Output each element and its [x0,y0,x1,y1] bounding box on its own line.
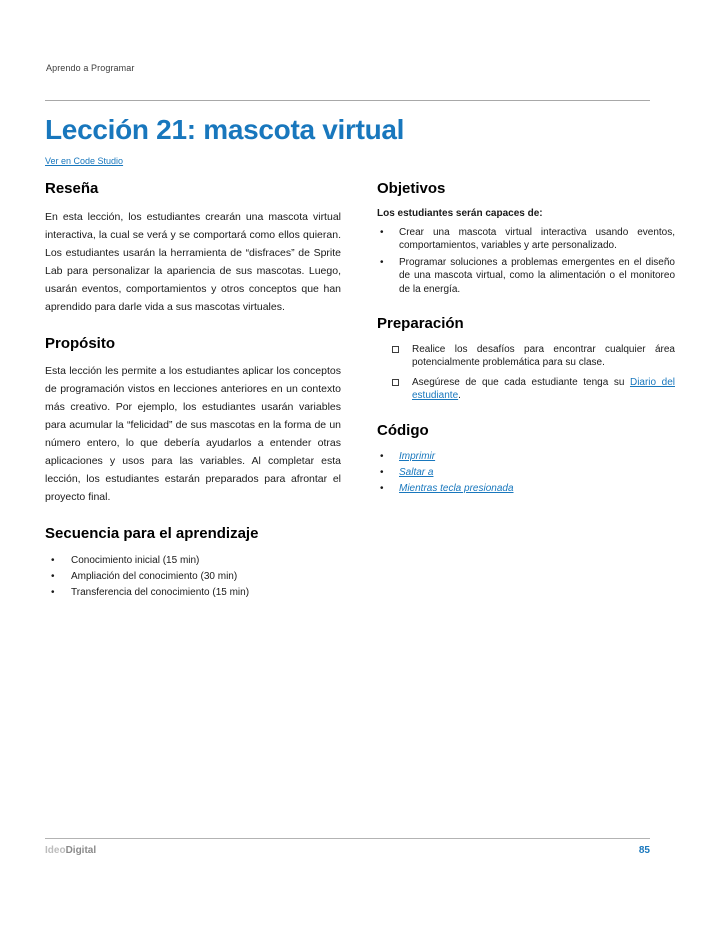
list-item [377,481,675,497]
right-column [377,181,675,601]
diario-estudiante-link[interactable]: Diario del estudiante [412,376,675,401]
proposito-heading: Propósito [45,334,115,352]
objetivo-item-label: Programar soluciones a problemas emergentes en el diseño de una mascota virtual, como la alimentación o el monitoreo de la energía. [399,256,675,295]
code-studio-link[interactable]: Ver en Code Studio [45,156,124,166]
list-item [45,585,341,601]
list-item [377,465,675,481]
brand-logo [45,845,96,856]
square-bullet-icon [392,376,412,386]
secuencia-item-label: Transferencia del conocimiento (15 min) [71,586,250,598]
left-column [45,181,341,601]
objetivos-heading: Objetivos [377,180,446,197]
list-item [377,226,675,253]
list-item [377,256,675,297]
codigo-link-saltar-a[interactable]: Saltar a [399,467,434,478]
codigo-link-imprimir[interactable]: Imprimir [399,451,436,462]
list-item [392,343,675,370]
codigo-link-mientras-tecla[interactable]: Mientras tecla presionada [399,483,514,494]
bullet-icon: • [51,554,55,566]
secuencia-list [45,553,341,601]
page-title: Lección 21: mascota virtual [45,114,405,145]
brand-logo-dark: Digital [65,845,97,856]
resena-heading: Reseña [45,180,99,197]
objetivos-lead: Los estudiantes serán capaces de: [377,207,543,219]
preparacion-item-text: . [458,390,461,401]
list-item [377,449,675,465]
preparacion-list [377,343,675,403]
bullet-icon: • [380,226,384,238]
list-item [392,376,675,403]
preparacion-item-label: Realice los desafíos para encontrar cualquier área potencialmente problemática para su clase. [412,343,675,368]
document-header-label: Aprendo a Programar [46,63,135,73]
secuencia-heading: Secuencia para el aprendizaje [45,525,259,542]
list-item [45,569,341,585]
document-content [45,114,675,601]
proposito-body: Esta lección les permite a los estudiantes aplicar los conceptos de programación vistos en lecciones anteriores en un contexto más creativo. Por ejemplo, los estudiantes usarán variables para acumular la “felicidad” de sus mascotas en la forma de un número entero, lo que debería ayudarlos a entender otras aplicaciones y usos para las variables. Al completar esta lección, los estudiantes estarán preparados para afrontar el proyecto final. [45,365,341,503]
brand-logo-light: Ideo [45,845,66,856]
preparacion-item-label [412,376,675,403]
secuencia-item-label: Ampliación del conocimiento (30 min) [71,570,238,582]
header-divider [45,100,650,101]
objetivo-item-label: Crear una mascota virtual interactiva usando eventos, comportamientos, variables y arte personalizado. [399,226,675,251]
bullet-icon: • [380,467,384,478]
bullet-icon: • [380,483,384,494]
codigo-heading: Código [377,421,429,439]
secuencia-item-label: Conocimiento inicial (15 min) [71,554,200,566]
two-column-layout [45,181,675,601]
codigo-list [377,449,675,497]
resena-body: En esta lección, los estudiantes crearán una mascota virtual interactiva, la cual se verá y se comportará como ellos quieran. Los estudiantes usarán la herramienta de “disfraces” de Sprite Lab para personalizar la apariencia de sus mascotas. Luego, usarán eventos, comportamientos y otros conceptos que han aprendido para darle vida a sus mascotas virtuales. [45,210,341,313]
bullet-icon: • [380,256,384,268]
list-item [45,553,341,569]
preparacion-heading: Preparación [377,315,464,332]
square-bullet-icon [392,343,412,353]
document-footer [45,838,650,856]
page-number: 85 [638,845,650,856]
bullet-icon: • [51,570,55,582]
preparacion-item-text: Asegúrese de que cada estudiante tenga su [412,376,630,388]
bullet-icon: • [51,586,55,598]
objetivos-list [377,226,675,297]
bullet-icon: • [380,451,384,462]
